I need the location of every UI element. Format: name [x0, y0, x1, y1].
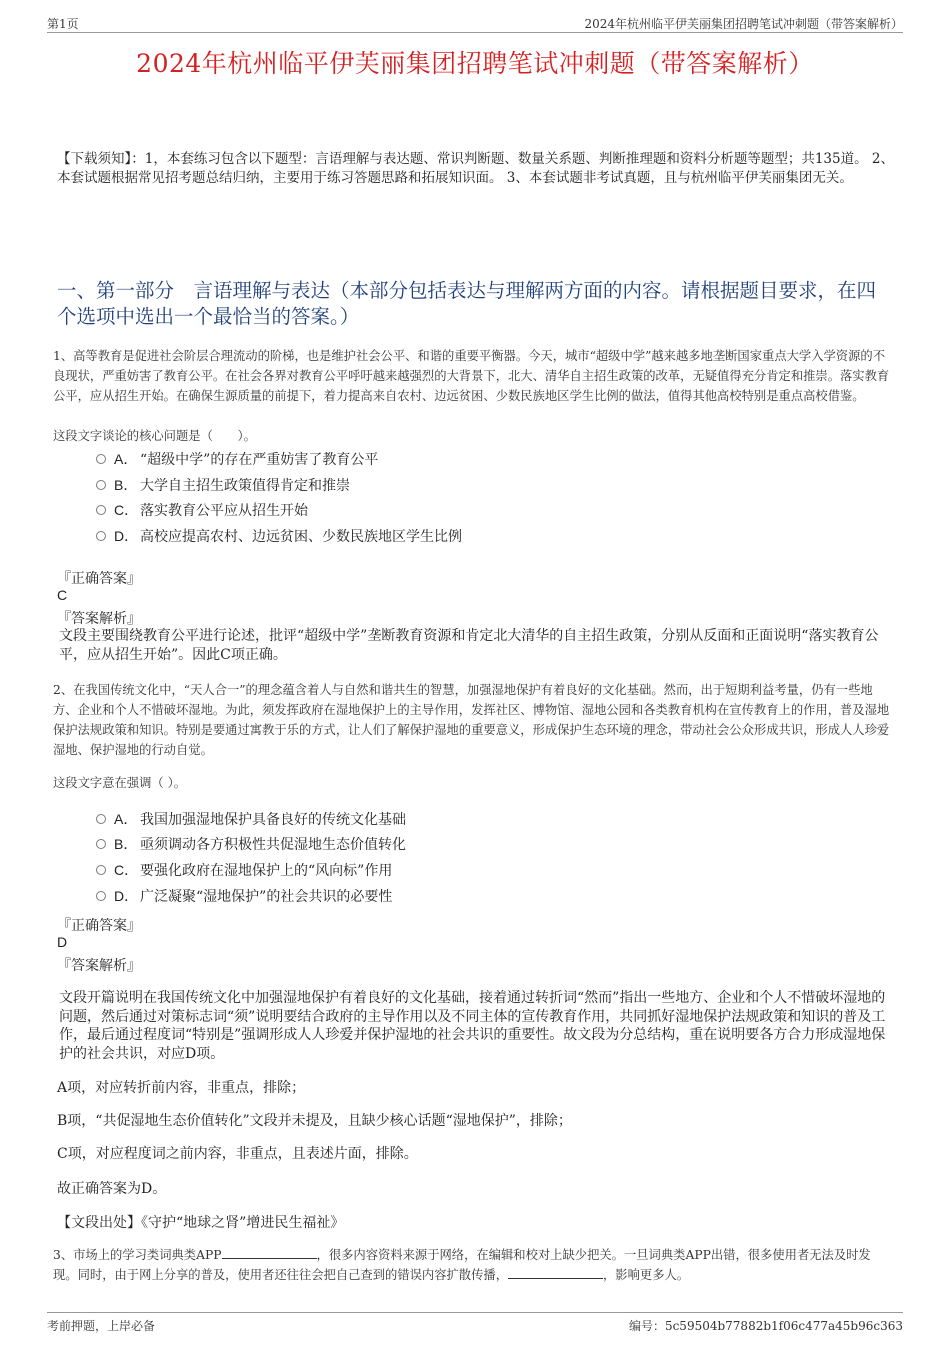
page-title: 2024年杭州临平伊芙丽集团招聘笔试冲刺题（带答案解析）: [136, 49, 814, 78]
footer-slogan: 考前押题，上岸必备: [47, 1319, 156, 1333]
option-key: D．: [114, 888, 139, 904]
q2-note-c: C项，对应程度词之前内容，非重点，且表述片面，排除。: [57, 1146, 418, 1162]
q2-analysis-label: 『答案解析』: [57, 958, 141, 974]
q2-note-b: B项，“共促湿地生态价值转化”文段并未提及，且缺少核心话题“湿地保护”，排除；: [57, 1113, 572, 1129]
fill-blank-2[interactable]: [508, 1266, 603, 1279]
radio-icon[interactable]: [96, 891, 106, 901]
radio-icon[interactable]: [96, 480, 106, 490]
option-key: C．: [114, 862, 139, 878]
page-header: [47, 14, 903, 33]
option-text: 我国加强湿地保护具备良好的传统文化基础: [140, 812, 406, 828]
option-key: B．: [114, 836, 138, 852]
download-notice: 【下载须知】：1，本套练习包含以下题型：言语理解与表达题、常识判断题、数量关系题、判断推理题和资料分析题等题型；共135道。 2、本套试题根据常见招考题总结归纳，主要用于练习答题思路和拓展知识面。 3、本套试题非考试真题，且与杭州临平伊芙丽集团无关。: [57, 151, 894, 186]
q1-option-a[interactable]: [96, 449, 378, 469]
section-title: 一、第一部分 言语理解与表达（本部分包括表达与理解两方面的内容。请根据题目要求，在四个选项中选出一个最恰当的答案。）: [57, 279, 877, 328]
q2-option-b[interactable]: [96, 834, 406, 854]
option-key: A．: [114, 451, 138, 467]
question-1-stem: 这段文字谈论的核心问题是（ ）。: [53, 429, 256, 443]
option-text: 落实教育公平应从招生开始: [140, 503, 308, 519]
option-text: 亟须调动各方积极性共促湿地生态价值转化: [140, 837, 406, 853]
q1-option-d[interactable]: [96, 526, 462, 546]
q1-analysis-label: 『答案解析』: [57, 611, 141, 627]
option-key: B．: [114, 477, 138, 493]
q2-source: 【文段出处】《守护“地球之肾”增进民生福祉》: [57, 1215, 345, 1231]
q2-option-d[interactable]: [96, 886, 392, 906]
radio-icon[interactable]: [96, 839, 106, 849]
q2-answer-label: 『正确答案』: [57, 918, 141, 934]
q2-option-a[interactable]: [96, 809, 406, 829]
option-text: 大学自主招生政策值得肯定和推崇: [140, 478, 350, 494]
option-text: “超级中学”的存在严重妨害了教育公平: [140, 452, 379, 468]
q1-analysis: 文段主要围绕教育公平进行论述，批评“超级中学”垄断教育资源和肯定北大清华的自主招生政策，分别从反面和正面说明“落实教育公平，应从招生开始”。因此C项正确。: [59, 628, 879, 663]
q1-option-b[interactable]: [96, 475, 350, 495]
question-2-text: 2、在我国传统文化中，“天人合一”的理念蕴含着人与自然和谐共生的智慧，加强湿地保护有着良好的文化基础。然而，出于短期利益考量，仍有一些地方、企业和个人不惜破坏湿地。为此，须发挥政府在湿地保护上的主导作用，发挥社区、博物馆、湿地公园和各类教育机构在宣传教育上的作用，普及湿地保护法规政策和知识。特别是要通过寓教于乐的方式，让人们了解保护湿地的重要意义，形成保护生态环境的理念，带动社会公众形成共识，形成人人珍爱湿地、保护湿地的行动自觉。: [53, 683, 890, 757]
radio-icon[interactable]: [96, 865, 106, 875]
option-text: 要强化政府在湿地保护上的“风向标”作用: [140, 863, 393, 879]
radio-icon[interactable]: [96, 531, 106, 541]
q2-option-c[interactable]: [96, 860, 392, 880]
question-1-text: 1、高等教育是促进社会阶层合理流动的阶梯，也是维护社会公平、和谐的重要平衡器。今天，城市“超级中学”越来越多地垄断国家重点大学入学资源的不良现状，严重妨害了教育公平。在社会各界对教育公平呼吁越来越强烈的大背景下，北大、清华自主招生政策的改革，无疑值得充分肯定和推崇。落实教育公平，应从招生开始。在确保生源质量的前提下，着力提高来自农村、边远贫困、少数民族地区学生比例的做法，值得其他高校特别是重点高校借鉴。: [53, 349, 890, 403]
question-3-text: [53, 1245, 895, 1285]
q3-part-3: ，影响更多人。: [603, 1268, 690, 1282]
q2-analysis: 文段开篇说明在我国传统文化中加强湿地保护有着良好的文化基础，接着通过转折词“然而”指出一些地方、企业和个人不惜破坏湿地的问题，然后通过对策标志词“须”说明要结合政府的主导作用以及不同主体的宣传教育作用，共同抓好湿地保护法规政策和知识的普及工作，最后通过程度词“特别是”强调形成人人珍爱并保护湿地的社会共识的重要性。故文段为分总结构，重在说明要各方合力形成湿地保护的社会共识，对应D项。: [59, 990, 886, 1062]
footer-doc-id: 编号：5c59504b77882b1f06c477a45b96c363: [628, 1319, 903, 1333]
q2-conclusion: 故正确答案为D。: [57, 1181, 167, 1197]
q1-option-c[interactable]: [96, 500, 308, 520]
page-number: 第1页: [47, 17, 79, 31]
q3-part-2: ，很多内容资料来源于网络，在编辑和校对上缺少把关。一旦词典类APP出错，很多使用者无法及时发现。同时，由于网上分享的普及，使用者还往往会把自己查到的错误内容扩散传播，: [53, 1248, 871, 1282]
q2-answer: D: [57, 934, 68, 950]
question-2-stem: 这段文字意在强调（ ）。: [53, 776, 187, 790]
q1-answer-label: 『正确答案』: [57, 571, 141, 587]
option-key: D．: [114, 528, 139, 544]
q3-part-1: 3、市场上的学习类词典类APP: [53, 1248, 222, 1262]
option-key: A．: [114, 811, 138, 827]
radio-icon[interactable]: [96, 505, 106, 515]
q2-note-a: A项，对应转折前内容，非重点，排除；: [57, 1080, 306, 1096]
fill-blank-1[interactable]: [222, 1246, 317, 1259]
radio-icon[interactable]: [96, 454, 106, 464]
option-key: C．: [114, 502, 139, 518]
option-text: 广泛凝聚“湿地保护”的社会共识的必要性: [140, 889, 393, 905]
radio-icon[interactable]: [96, 814, 106, 824]
option-text: 高校应提高农村、边远贫困、少数民族地区学生比例: [140, 529, 462, 545]
page-footer: [47, 1312, 903, 1333]
q1-answer: C: [57, 587, 68, 603]
header-doc-title: 2024年杭州临平伊芙丽集团招聘笔试冲刺题（带答案解析）: [584, 17, 903, 31]
